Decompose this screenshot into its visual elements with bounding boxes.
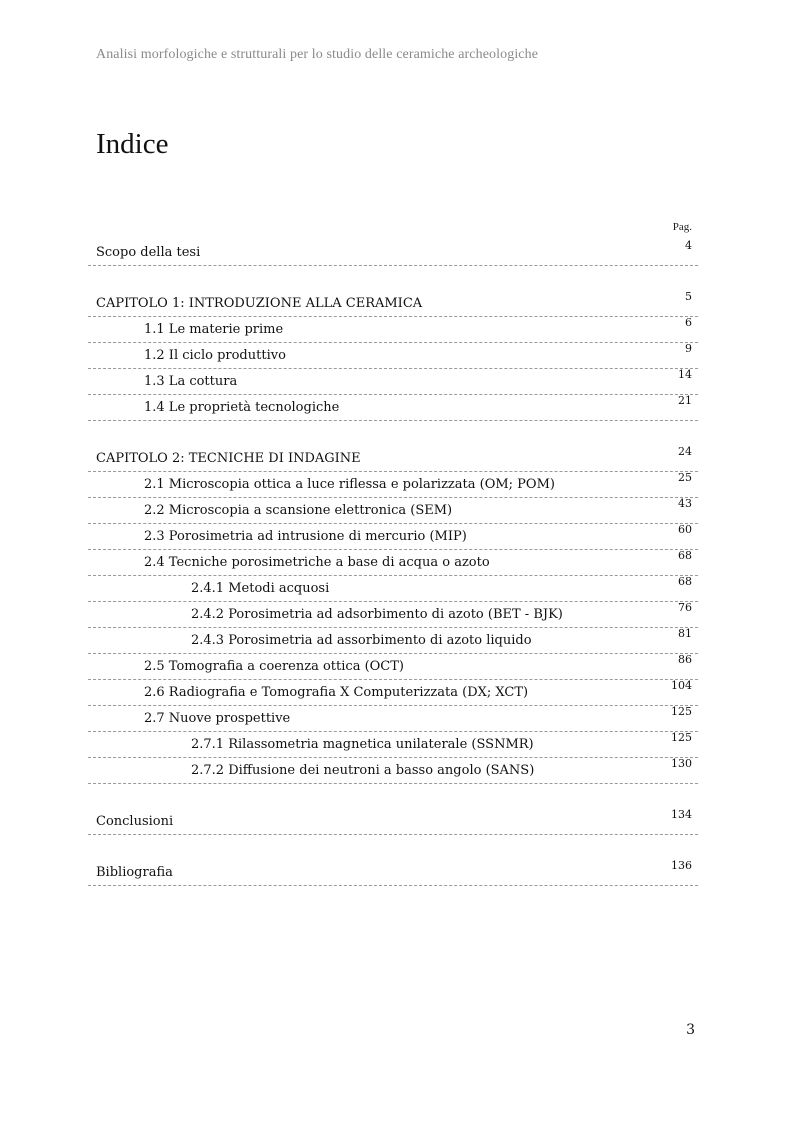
toc-entry-label: 1.1 Le materie prime xyxy=(144,322,284,337)
toc-entry-page: 14 xyxy=(678,368,692,381)
toc-entry-1-1[interactable] xyxy=(88,317,698,343)
toc-entry-page: 25 xyxy=(678,471,692,484)
toc-entry-label: 1.3 La cottura xyxy=(144,374,238,389)
toc-entry-label: 1.4 Le proprietà tecnologiche xyxy=(144,400,340,415)
toc-entry-1-3[interactable] xyxy=(88,369,698,395)
toc-entry-label: 2.4.2 Porosimetria ad adsorbimento di azoto (BET - BJK) xyxy=(191,607,563,622)
toc-entry-page: 24 xyxy=(678,445,692,458)
toc-entry-label: 2.7 Nuove prospettive xyxy=(144,711,291,726)
page-column-label: Pag. xyxy=(672,221,692,233)
toc-entry-page: 125 xyxy=(671,731,692,744)
toc-entry-page: 68 xyxy=(678,575,692,588)
toc-entry-1-2[interactable] xyxy=(88,343,698,369)
table-of-contents xyxy=(88,240,698,886)
toc-entry-label: 2.3 Porosimetria ad intrusione di mercurio (MIP) xyxy=(144,529,467,544)
toc-entry-2-4-3[interactable] xyxy=(88,628,698,654)
toc-entry-label: 2.2 Microscopia a scansione elettronica (SEM) xyxy=(144,503,453,518)
toc-entry-scopo[interactable] xyxy=(88,240,698,266)
toc-entry-label: Scopo della tesi xyxy=(96,245,201,260)
toc-entry-label: 2.4.1 Metodi acquosi xyxy=(191,581,330,596)
toc-entry-page: 76 xyxy=(678,601,692,614)
page-title: Indice xyxy=(96,128,169,160)
toc-entry-page: 104 xyxy=(671,679,692,692)
toc-entry-label: CAPITOLO 2: TECNICHE DI INDAGINE xyxy=(96,451,361,466)
toc-entry-label: 2.5 Tomografia a coerenza ottica (OCT) xyxy=(144,659,404,674)
toc-entry-page: 136 xyxy=(671,859,692,872)
toc-entry-page: 134 xyxy=(671,808,692,821)
toc-entry-label: Conclusioni xyxy=(96,814,174,829)
page-number: 3 xyxy=(686,1022,695,1038)
toc-entry-2-2[interactable] xyxy=(88,498,698,524)
toc-entry-2-4-1[interactable] xyxy=(88,576,698,602)
running-header: Analisi morfologiche e strutturali per lo studio delle ceramiche archeologiche xyxy=(96,47,539,62)
toc-entry-page: 43 xyxy=(678,497,692,510)
toc-entry-bibliografia[interactable] xyxy=(88,860,698,886)
toc-entry-page: 6 xyxy=(685,316,692,329)
toc-entry-page: 81 xyxy=(678,627,692,640)
toc-entry-label: 2.4 Tecniche porosimetriche a base di acqua o azoto xyxy=(144,555,490,570)
toc-entry-page: 9 xyxy=(685,342,692,355)
toc-entry-2-7-1[interactable] xyxy=(88,732,698,758)
toc-entry-page: 125 xyxy=(671,705,692,718)
toc-entry-label: 2.7.1 Rilassometria magnetica unilaterale (SSNMR) xyxy=(191,737,534,752)
toc-entry-label: CAPITOLO 1: INTRODUZIONE ALLA CERAMICA xyxy=(96,296,423,311)
toc-entry-label: 2.1 Microscopia ottica a luce riflessa e polarizzata (OM; POM) xyxy=(144,477,555,492)
toc-entry-label: 2.4.3 Porosimetria ad assorbimento di azoto liquido xyxy=(191,633,532,648)
toc-entry-capitolo-2[interactable] xyxy=(88,446,698,472)
toc-entry-label: 2.6 Radiografia e Tomografia X Computerizzata (DX; XCT) xyxy=(144,685,529,700)
toc-entry-label: 2.7.2 Diffusione dei neutroni a basso angolo (SANS) xyxy=(191,763,535,778)
toc-entry-page: 130 xyxy=(671,757,692,770)
toc-entry-page: 86 xyxy=(678,653,692,666)
toc-entry-capitolo-1[interactable] xyxy=(88,291,698,317)
toc-entry-label: Bibliografia xyxy=(96,865,173,880)
toc-entry-2-1[interactable] xyxy=(88,472,698,498)
toc-entry-page: 60 xyxy=(678,523,692,536)
toc-entry-2-3[interactable] xyxy=(88,524,698,550)
toc-entry-2-7-2[interactable] xyxy=(88,758,698,784)
toc-entry-conclusioni[interactable] xyxy=(88,809,698,835)
toc-entry-page: 4 xyxy=(685,239,692,252)
toc-entry-page: 68 xyxy=(678,549,692,562)
toc-entry-2-4[interactable] xyxy=(88,550,698,576)
toc-entry-page: 21 xyxy=(678,394,692,407)
toc-entry-1-4[interactable] xyxy=(88,395,698,421)
toc-entry-page: 5 xyxy=(685,290,692,303)
toc-entry-2-7[interactable] xyxy=(88,706,698,732)
toc-entry-2-5[interactable] xyxy=(88,654,698,680)
toc-entry-2-6[interactable] xyxy=(88,680,698,706)
toc-entry-label: 1.2 Il ciclo produttivo xyxy=(144,348,286,363)
toc-entry-2-4-2[interactable] xyxy=(88,602,698,628)
